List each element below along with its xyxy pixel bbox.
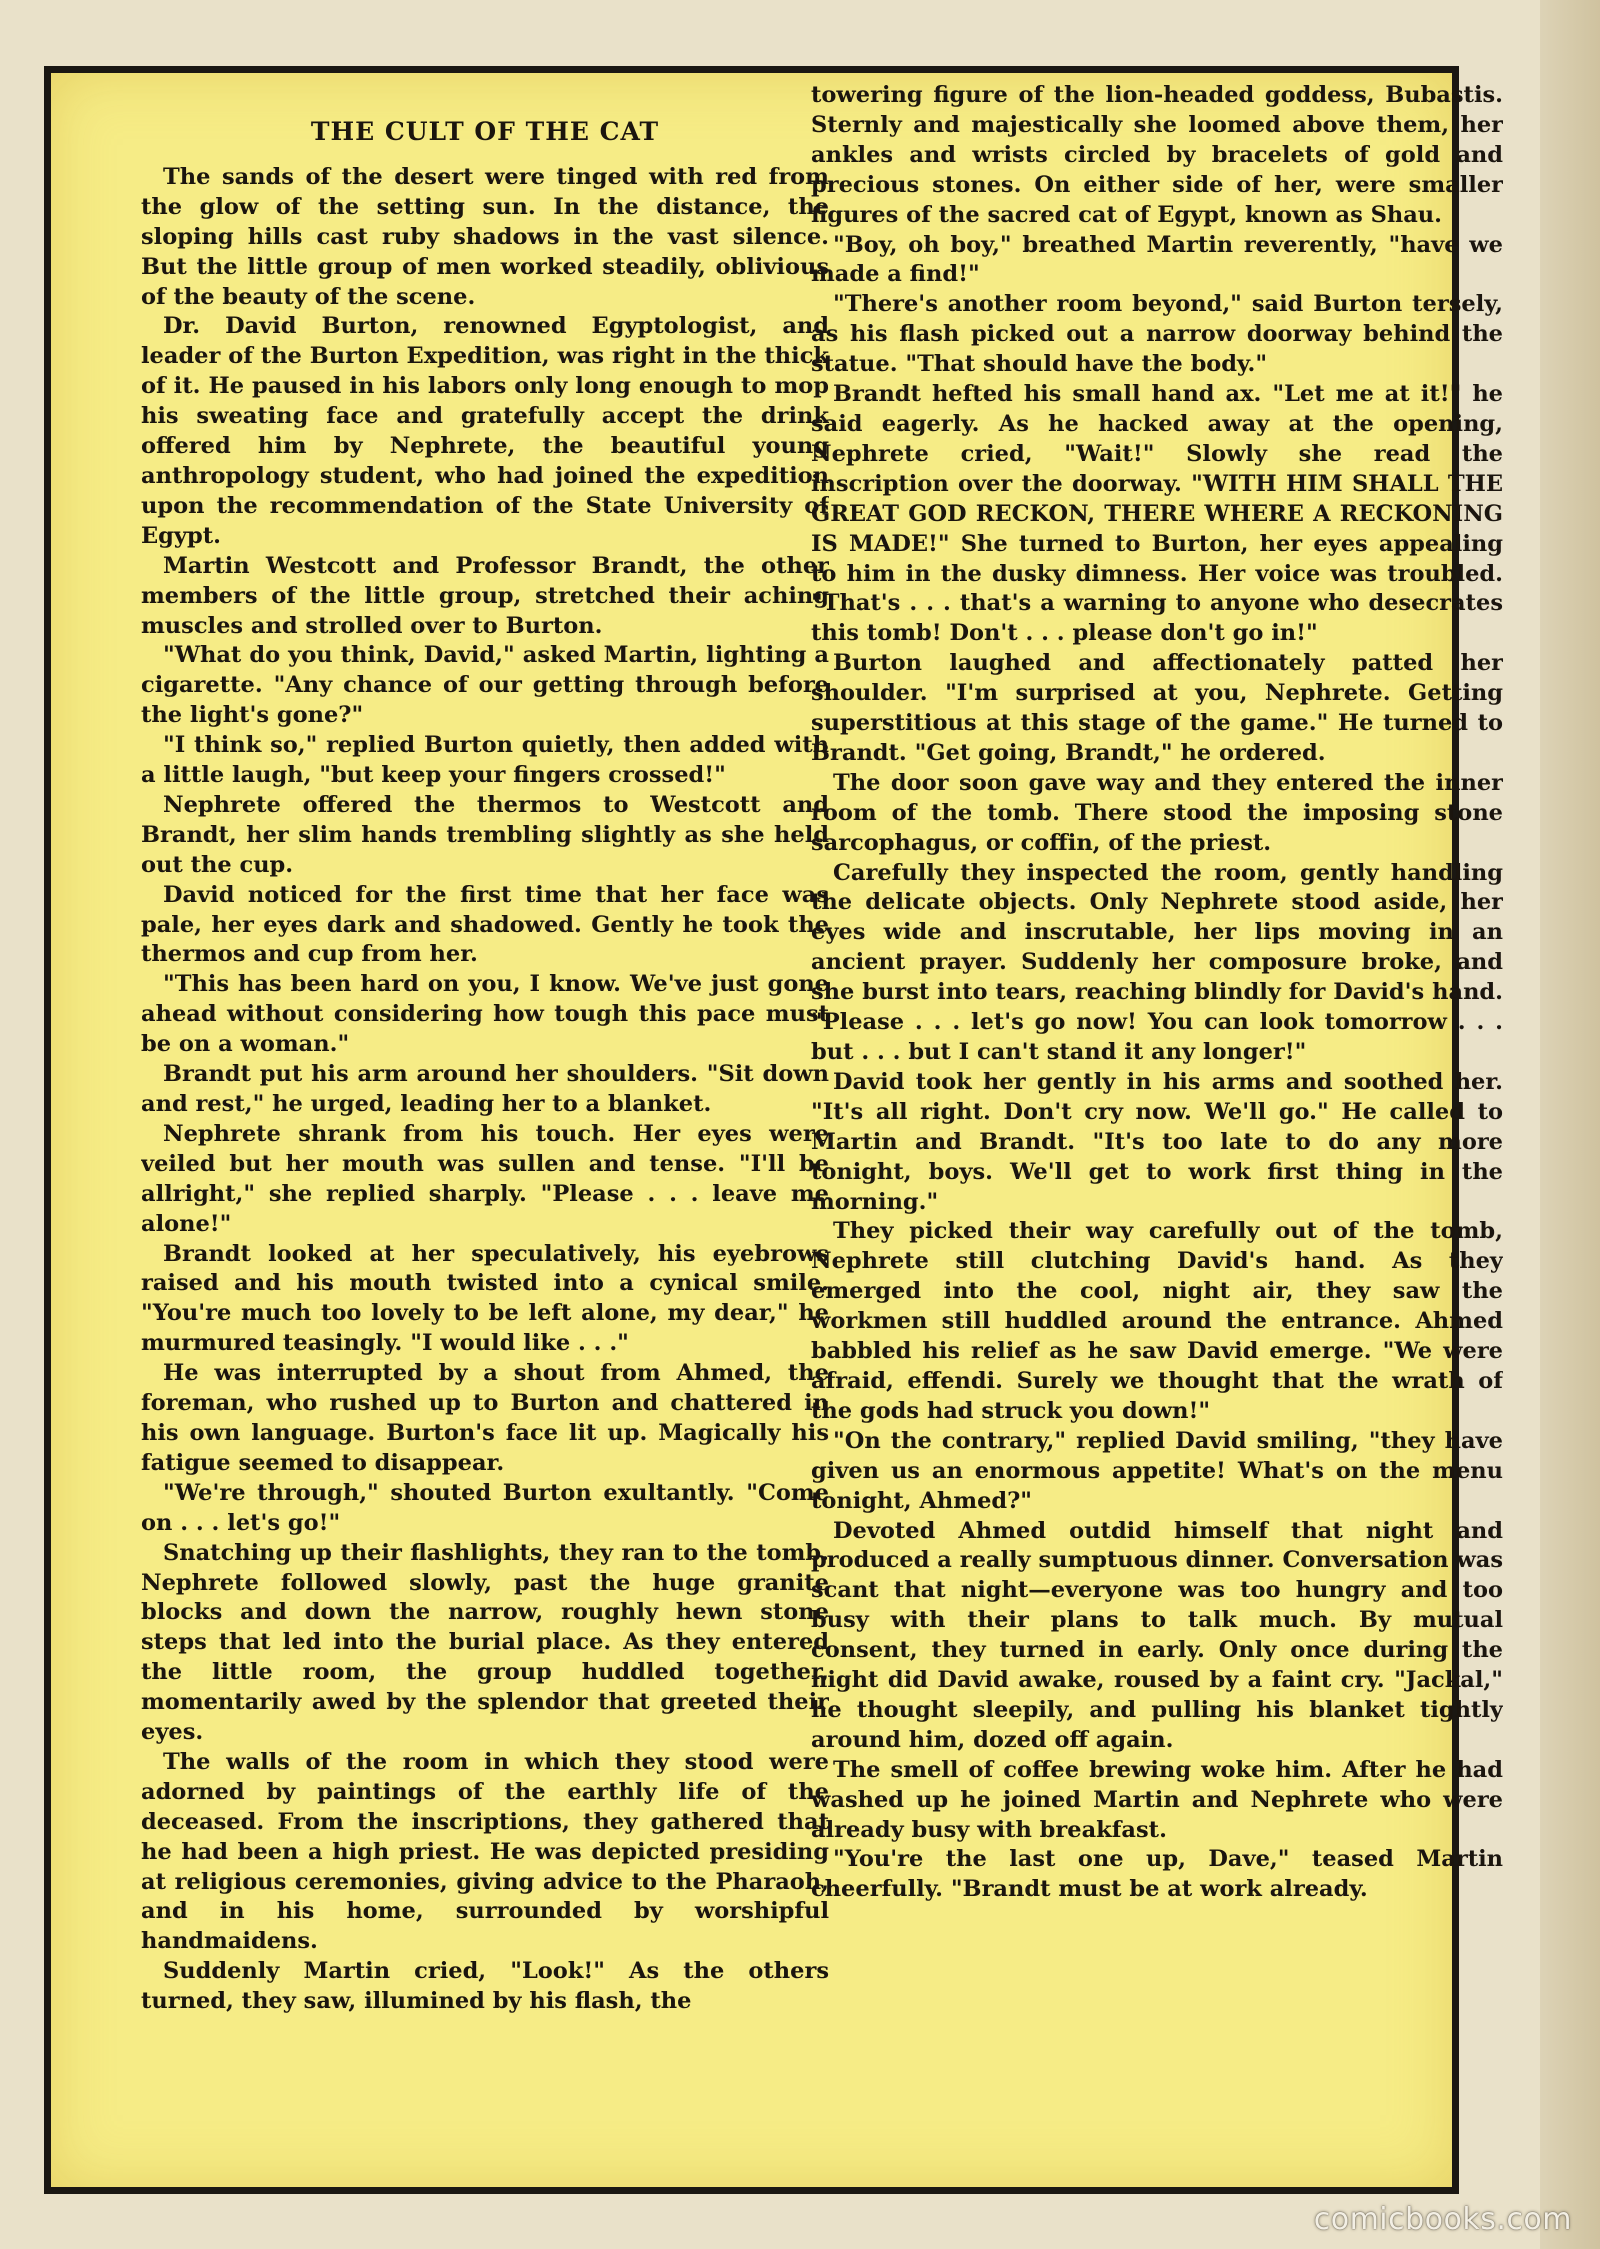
paragraph: Brandt looked at her speculatively, his eyebrows raised and his mouth twisted into a cynical smile. "You're much too lovely to be left alone, my dear," he murmured teasingly. "I would like . . ." xyxy=(141,1240,829,1357)
paragraph: Dr. David Burton, renowned Egyptologist, and leader of the Burton Expedition, was right in the thick of it. He paused in his labors only long enough to mop his sweating face and gratefully accept the drink offered him by Nephrete, the beautiful young anthropology student, who had joined the expedition upon the recommendation of the State University of Egypt. xyxy=(141,313,829,549)
right-column xyxy=(811,81,1503,2161)
left-column xyxy=(141,117,829,2161)
paragraph: The walls of the room in which they stood were adorned by paintings of the earthly life of the deceased. From the inscriptions, they gathered that he had been a high priest. He was depicted presiding at religious ceremonies, giving advice to the Pharaoh, and in his home, surrounded by worshipful handmaidens. xyxy=(141,1748,829,1955)
paragraph: The sands of the desert were tinged with red from the glow of the setting sun. In the distance, the sloping hills cast ruby shadows in the vast silence. But the little group of men worked steadily, oblivious of the beauty of the scene. xyxy=(141,163,829,310)
paragraph: Carefully they inspected the room, gently handling the delicate objects. Only Nephrete stood aside, her eyes wide and inscrutable, her lips moving in an ancient prayer. Suddenly her composure broke, and she burst into tears, reaching blindly for David's hand. "Please . . . let's go now! You can look tomorrow . . . but . . . but I can't stand it any longer!" xyxy=(811,859,1503,1065)
paragraph: David noticed for the first time that her face was pale, her eyes dark and shadowed. Gently he took the thermos and cup from her. xyxy=(141,881,829,968)
paragraph: Nephrete offered the thermos to Westcott and Brandt, her slim hands trembling slightly as she held out the cup. xyxy=(141,791,829,878)
paragraph: "We're through," shouted Burton exultantly. "Come on . . . let's go!" xyxy=(141,1479,829,1536)
paragraph: He was interrupted by a shout from Ahmed, the foreman, who rushed up to Burton and chattered in his own language. Burton's face lit up. Magically his fatigue seemed to disappear. xyxy=(141,1360,829,1476)
paragraph: "On the contrary," replied David smiling, "they have given us an enormous appetite! What's on the menu tonight, Ahmed?" xyxy=(811,1427,1503,1514)
paragraph: Nephrete shrank from his touch. Her eyes were veiled but her mouth was sullen and tense. "I'll be allright," she replied sharply. "Please . . . leave me alone!" xyxy=(141,1120,829,1237)
paragraph: David took her gently in his arms and soothed her. "It's all right. Don't cry now. We'll go." He called to Martin and Brandt. "It's too late to do any more tonight, boys. We'll get to work first thing in the morning." xyxy=(811,1068,1503,1215)
paragraph: The door soon gave way and they entered the inner room of the tomb. There stood the imposing stone sarcophagus, or coffin, of the priest. xyxy=(811,769,1503,856)
paragraph: Martin Westcott and Professor Brandt, the other members of the little group, stretched their aching muscles and strolled over to Burton. xyxy=(141,552,829,639)
story-panel xyxy=(44,66,1503,2194)
paragraph: Devoted Ahmed outdid himself that night and produced a really sumptuous dinner. Conversation was scant that night—everyone was too hungry and too busy with their plans to talk much. By mutual consent, they turned in early. Only once during the night did David awake, roused by a faint cry. "Jackal," he thought sleepily, and pulling his blanket tightly around him, dozed off again. xyxy=(811,1517,1503,1753)
paragraph-continued: towering figure of the lion-headed goddess, Bubastis. Sternly and majestically she loomed above them, her ankles and wrists circled by bracelets of gold and precious stones. On either side of her, were smaller figures of the sacred cat of Egypt, known as Shau. xyxy=(811,82,1503,228)
story-title: THE CULT OF THE CAT xyxy=(310,117,660,146)
paragraph: Suddenly Martin cried, "Look!" As the others turned, they saw, illumined by his flash, the xyxy=(141,1958,829,2015)
paragraph: "This has been hard on you, I know. We've just gone ahead without considering how tough this pace must be on a woman." xyxy=(141,971,829,1058)
paragraph: Burton laughed and affectionately patted her shoulder. "I'm surprised at you, Nephrete. Getting superstitious at this stage of the game." He turned to Brandt. "Get going, Brandt," he ordered. xyxy=(811,650,1503,766)
paragraph: "There's another room beyond," said Burton tersely, as his flash picked out a narrow doorway behind the statue. "That should have the body." xyxy=(811,291,1503,378)
paragraph: They picked their way carefully out of the tomb, Nephrete still clutching David's hand. As they emerged into the cool, night air, they saw the workmen still huddled around the entrance. Ahmed babbled his relief as he saw David emerge. "We were afraid, effendi. Surely we thought that the wrath of the gods had struck you down!" xyxy=(811,1218,1503,1424)
paragraph: "Boy, oh boy," breathed Martin reverently, "have we made a find!" xyxy=(811,231,1503,288)
paragraph: The smell of coffee brewing woke him. After he had washed up he joined Martin and Nephrete who were already busy with breakfast. xyxy=(811,1756,1503,1843)
page-edge xyxy=(1540,0,1600,2249)
site-watermark: comicbooks.com xyxy=(1313,2202,1572,2237)
paragraph: Brandt hefted his small hand ax. "Let me at it!" he said eagerly. As he hacked away at the opening, Nephrete cried, "Wait!" Slowly she read the inscription over the doorway. "WITH HIM SHALL THE GREAT GOD RECKON, THERE WHERE A RECKONING IS MADE!" She turned to Burton, her eyes appealing to him in the dusky dimness. Her voice was troubled. "That's . . . that's a warning to anyone who desecrates this tomb! Don't . . . please don't go in!" xyxy=(811,381,1503,647)
paragraph: Brandt put his arm around her shoulders. "Sit down and rest," he urged, leading her to a blanket. xyxy=(141,1061,829,1117)
paragraph: "What do you think, David," asked Martin, lighting a cigarette. "Any chance of our getting through before the light's gone?" xyxy=(141,642,829,729)
paragraph: Snatching up their flashlights, they ran to the tomb. Nephrete followed slowly, past the huge granite blocks and down the narrow, roughly hewn stone steps that led into the burial place. As they entered the little room, the group huddled together, momentarily awed by the splendor that greeted their eyes. xyxy=(141,1539,829,1746)
paragraph: "You're the last one up, Dave," teased Martin cheerfully. "Brandt must be at work already. xyxy=(811,1846,1503,1903)
paragraph: "I think so," replied Burton quietly, then added with a little laugh, "but keep your fingers crossed!" xyxy=(141,732,829,789)
